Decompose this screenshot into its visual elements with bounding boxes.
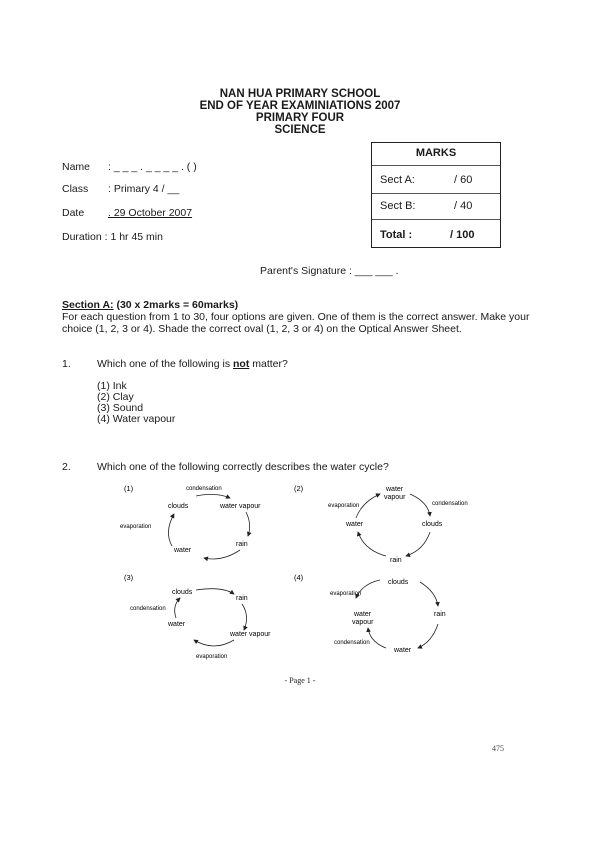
label-water: water (346, 521, 364, 528)
cycle-arrow (418, 624, 438, 648)
q1-option: (2) Clay (97, 391, 134, 403)
sect-a-score[interactable]: / 60 (454, 174, 473, 186)
exam-title: END OF YEAR EXAMINIATIONS 2007 (199, 100, 401, 112)
q2-text: Which one of the following correctly describes the water cycle? (97, 461, 389, 473)
label-rain: rain (390, 557, 402, 564)
label-water: water (168, 621, 186, 628)
name-field[interactable]: : _ _ _ . _ _ _ _ . ( ) (108, 161, 197, 173)
section-a-heading (62, 300, 238, 312)
section-a-label: Section A: (62, 299, 114, 311)
q1-text (97, 358, 288, 370)
option-number: (4) (294, 573, 304, 582)
date-label: Date (62, 207, 85, 219)
q1-option: (1) Ink (97, 380, 127, 392)
water-cycle-diagram-4 (290, 568, 490, 664)
option-number: (2) (294, 484, 304, 493)
cycle-arrow (168, 514, 174, 546)
marks-title: MARKS (415, 147, 457, 159)
label-clouds: clouds (388, 579, 409, 586)
corner-number: 475 (492, 744, 504, 753)
cycle-arrow (175, 598, 180, 618)
total-score[interactable]: / 100 (450, 229, 475, 241)
label-clouds: clouds (168, 503, 189, 510)
label-condensation: condensation (432, 501, 468, 507)
label-rain: rain (434, 611, 446, 618)
label-water-vapour: water vapour (220, 503, 261, 510)
cycle-arrow (196, 589, 234, 594)
label-evaporation: evaporation (196, 654, 228, 660)
date-value: . 29 October 2007 (108, 207, 193, 219)
label-water: water (386, 486, 404, 493)
marks-divider (372, 219, 500, 220)
label-vapour: vapour (384, 494, 406, 501)
q2-number: 2. (62, 461, 71, 473)
q1-emphasis: not (233, 358, 250, 370)
cycle-arrow (204, 550, 240, 559)
page-number: - Page 1 - (284, 676, 316, 685)
section-a-marks: (30 x 2marks = 60marks) (113, 299, 239, 311)
label-water: water (174, 547, 192, 554)
cycle-arrow (420, 582, 438, 606)
label-condensation: condensation (186, 486, 222, 492)
sect-b-score[interactable]: / 40 (454, 200, 473, 212)
sect-b-label: Sect B: (380, 200, 416, 212)
label-clouds: clouds (422, 521, 443, 528)
water-cycle-diagram-3 (118, 568, 298, 664)
total-label: Total : (380, 229, 413, 241)
cycle-arrow (356, 494, 380, 518)
label-rain: rain (236, 595, 248, 602)
marks-box (371, 142, 501, 248)
subject-title: SCIENCE (274, 124, 326, 136)
water-cycle-diagram-1 (118, 480, 288, 572)
q1-number: 1. (62, 358, 71, 370)
cycle-arrow (368, 628, 386, 648)
marks-divider (372, 193, 500, 194)
q1-text-end: matter? (249, 358, 288, 370)
option-number: (1) (124, 484, 134, 493)
label-water: water (354, 611, 372, 618)
level-title: PRIMARY FOUR (255, 112, 345, 124)
cycle-arrow (410, 494, 430, 516)
sect-a-label: Sect A: (380, 174, 415, 186)
class-label: Class (62, 183, 89, 195)
name-label: Name (62, 161, 91, 173)
water-cycle-diagram-2 (290, 480, 490, 572)
cycle-arrow (242, 604, 247, 630)
school-name: NAN HUA PRIMARY SCHOOL (219, 88, 381, 100)
class-field[interactable]: : Primary 4 / __ (108, 183, 180, 195)
label-evaporation: evaporation (328, 503, 360, 509)
label-water: water (394, 647, 412, 654)
label-clouds: clouds (172, 589, 193, 596)
cycle-arrow (246, 512, 250, 536)
label-condensation: condensation (130, 606, 166, 612)
parent-signature[interactable]: Parent's Signature : ___ ___ . (260, 265, 399, 277)
label-water-vapour: water vapour (230, 631, 271, 638)
q1-option: (3) Sound (97, 402, 144, 414)
label-condensation: condensation (334, 640, 370, 646)
marks-divider (372, 165, 500, 166)
cycle-arrow (358, 532, 386, 556)
duration: Duration : 1 hr 45 min (62, 231, 163, 243)
q1-text-start: Which one of the following is (97, 358, 233, 370)
label-evaporation: evaporation (120, 524, 152, 530)
cycle-arrow (406, 532, 430, 556)
label-rain: rain (236, 541, 248, 548)
label-vapour: vapour (352, 619, 374, 626)
label-evaporation: evaporation (330, 591, 362, 597)
cycle-arrow (194, 640, 234, 646)
option-number: (3) (124, 573, 134, 582)
q1-option: (4) Water vapour (97, 413, 176, 425)
section-a-instructions: For each question from 1 to 30, four options are given. One of them is the correct answer. Make your choice (1, 2, 3 or 4). Shade the correct oval (1, 2, 3 or 4) on the Optical Answer Sheet. (62, 311, 530, 335)
cycle-arrow (196, 494, 230, 498)
